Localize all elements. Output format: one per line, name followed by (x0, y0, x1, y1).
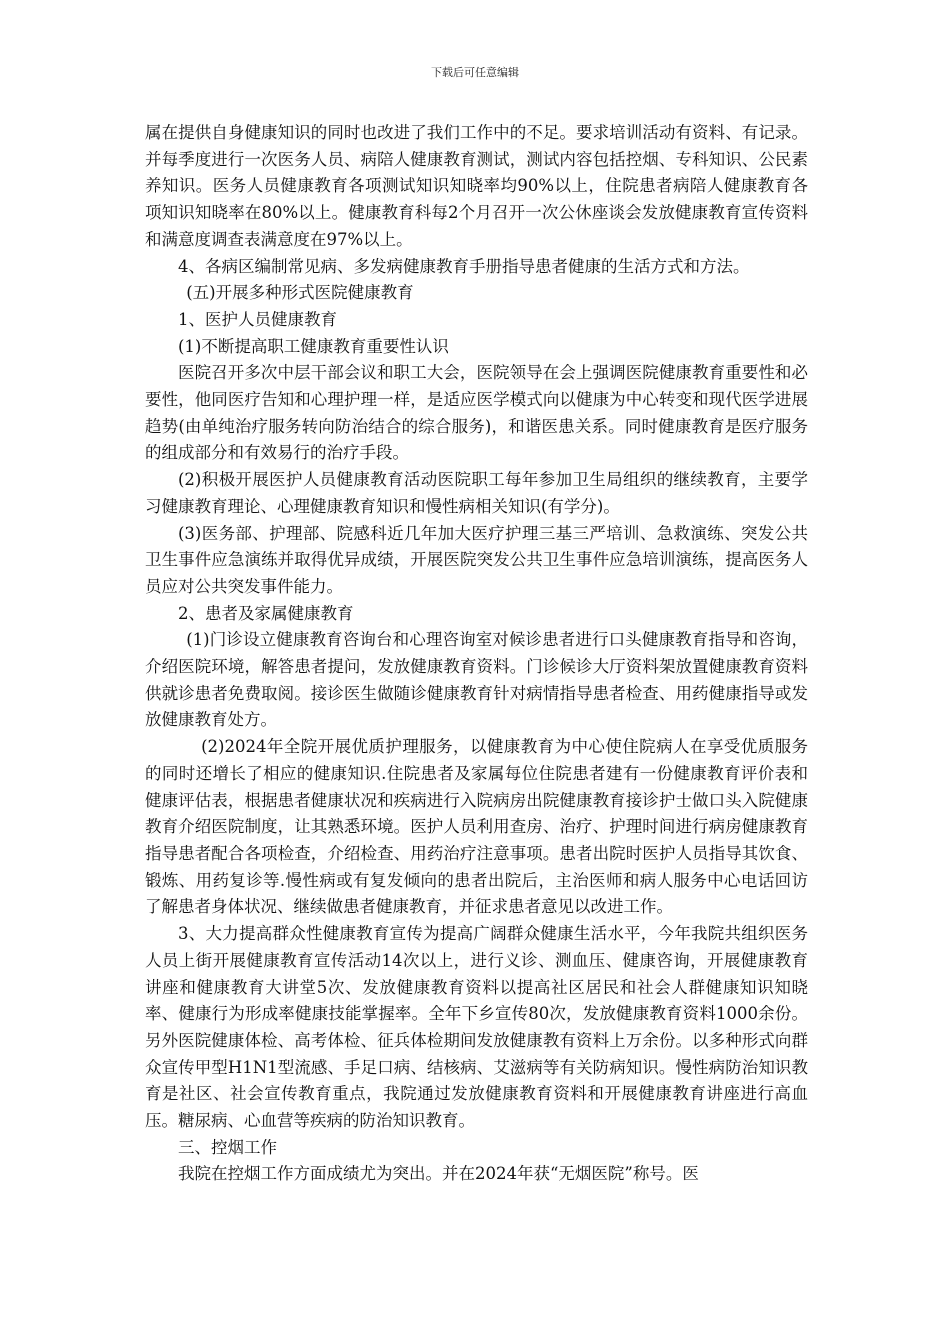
subheading-item-1: (1)不断提高职工健康教育重要性认识 (178, 336, 449, 356)
section-heading-5: (五)开展多种形式医院健康教育 (186, 283, 414, 303)
paragraph-public-education: 3、大力提高群众性健康教育宣传为提高广阔群众健康生活水平，今年我院共组织医务人员上街开展健康教育宣传活动14次以上，进行义诊、测血压、健康咨询，开展健康教育讲座和健康教育大讲堂5次、发放健康教育资料以提高社区居民和社会人群健康知识知晓率、健康行为形成率健康技能掌握率。全年下乡宣传80次，发放健康教育资料1000余份。另外医院健康体检、高考体检、征兵体检期间发放健康教有资料上万余份。以多种形式向群众宣传甲型H1N1型流感、手足口病、结核病、艾滋病等有关防病知识。慢性病防治知识教育是社区、社会宣传教育重点，我院通过发放健康教育资料和开展健康教育讲座进行高血压。糖尿病、心血营等疾病的防治知识教育。 (145, 924, 808, 1131)
section-heading-tobacco: 三、控烟工作 (178, 1137, 277, 1157)
document-body (145, 120, 808, 1188)
subheading-staff-education: 1、医护人员健康教育 (178, 309, 337, 329)
paragraph-meetings: 医院召开多次中层干部会议和职工大会，医院领导在会上强调医院健康教育重要性和必要性，他同医疗告知和心理护理一样，是适应医学模式向以健康为中心转变和现代医学进展趋势(由单纯治疗服务转向防治结合的综合服务)，和谐医患关系。同时健康教育是医疗服务的组成部分和有效易行的治疗手段。 (145, 363, 808, 463)
paragraph-item-2: (2)积极开展医护人员健康教育活动医院职工每年参加卫生局组织的继续教育，主要学习健康教育理论、心理健康教育知识和慢性病相关知识(有学分)。 (145, 470, 808, 516)
paragraph-inpatient: (2)2024年全院开展优质护理服务，以健康教育为中心使住院病人在享受优质服务的同时还增长了相应的健康知识.住院患者及家属每位住院患者建有一份健康教育评价表和健康评估表，根据患者健康状况和疾病进行入院病房出院健康教育接诊护士做口头入院健康教育介绍医院制度，让其熟悉环境。医护人员利用查房、治疗、护理时间进行病房健康教育指导患者配合各项检查，介绍检查、用药治疗注意事项。患者出院时医护人员指导其饮食、锻炼、用药复诊等.慢性病或有复发倾向的患者出院后，主治医师和病人服务中心电话回访了解患者身体状况、继续做患者健康教育，并征求患者意见以改进工作。 (145, 737, 808, 917)
paragraph-item-4: 4、各病区编制常见病、多发病健康教育手册指导患者健康的生活方式和方法。 (178, 256, 750, 276)
paragraph-item-3: (3)医务部、护理部、院感科近几年加大医疗护理三基三严培训、急救演练、突发公共卫生事件应急演练并取得优异成绩，开展医院突发公共卫生事件应急培训演练，提高医务人员应对公共突发事件能力。 (145, 523, 808, 596)
paragraph-continuation: 属在提供自身健康知识的同时也改进了我们工作中的不足。要求培训活动有资料、有记录。并每季度进行一次医务人员、病陪人健康教育测试，测试内容包括控烟、专科知识、公民素养知识。医务人员健康教育各项测试知识知晓率均90%以上，住院患者病陪人健康教育各项知识知晓率在80%以上。健康教育科每2个月召开一次公休座谈会发放健康教育宣传资料和满意度调查表满意度在97%以上。 (145, 123, 808, 249)
paragraph-tobacco: 我院在控烟工作方面成绩尤为突出。并在2024年获“无烟医院”称号。医 (178, 1164, 699, 1184)
paragraph-outpatient: (1)门诊设立健康教育咨询台和心理咨询室对候诊患者进行口头健康教育指导和咨询，介绍医院环境，解答患者提问，发放健康教育资料。门诊候诊大厅资料架放置健康教育资料供就诊患者免费取阅。接诊医生做随诊健康教育针对病情指导患者检查、用药健康指导或发放健康教育处方。 (145, 630, 808, 730)
subheading-patient-education: 2、患者及家属健康教育 (178, 603, 354, 623)
page-header: 下载后可任意编辑 (431, 66, 519, 79)
